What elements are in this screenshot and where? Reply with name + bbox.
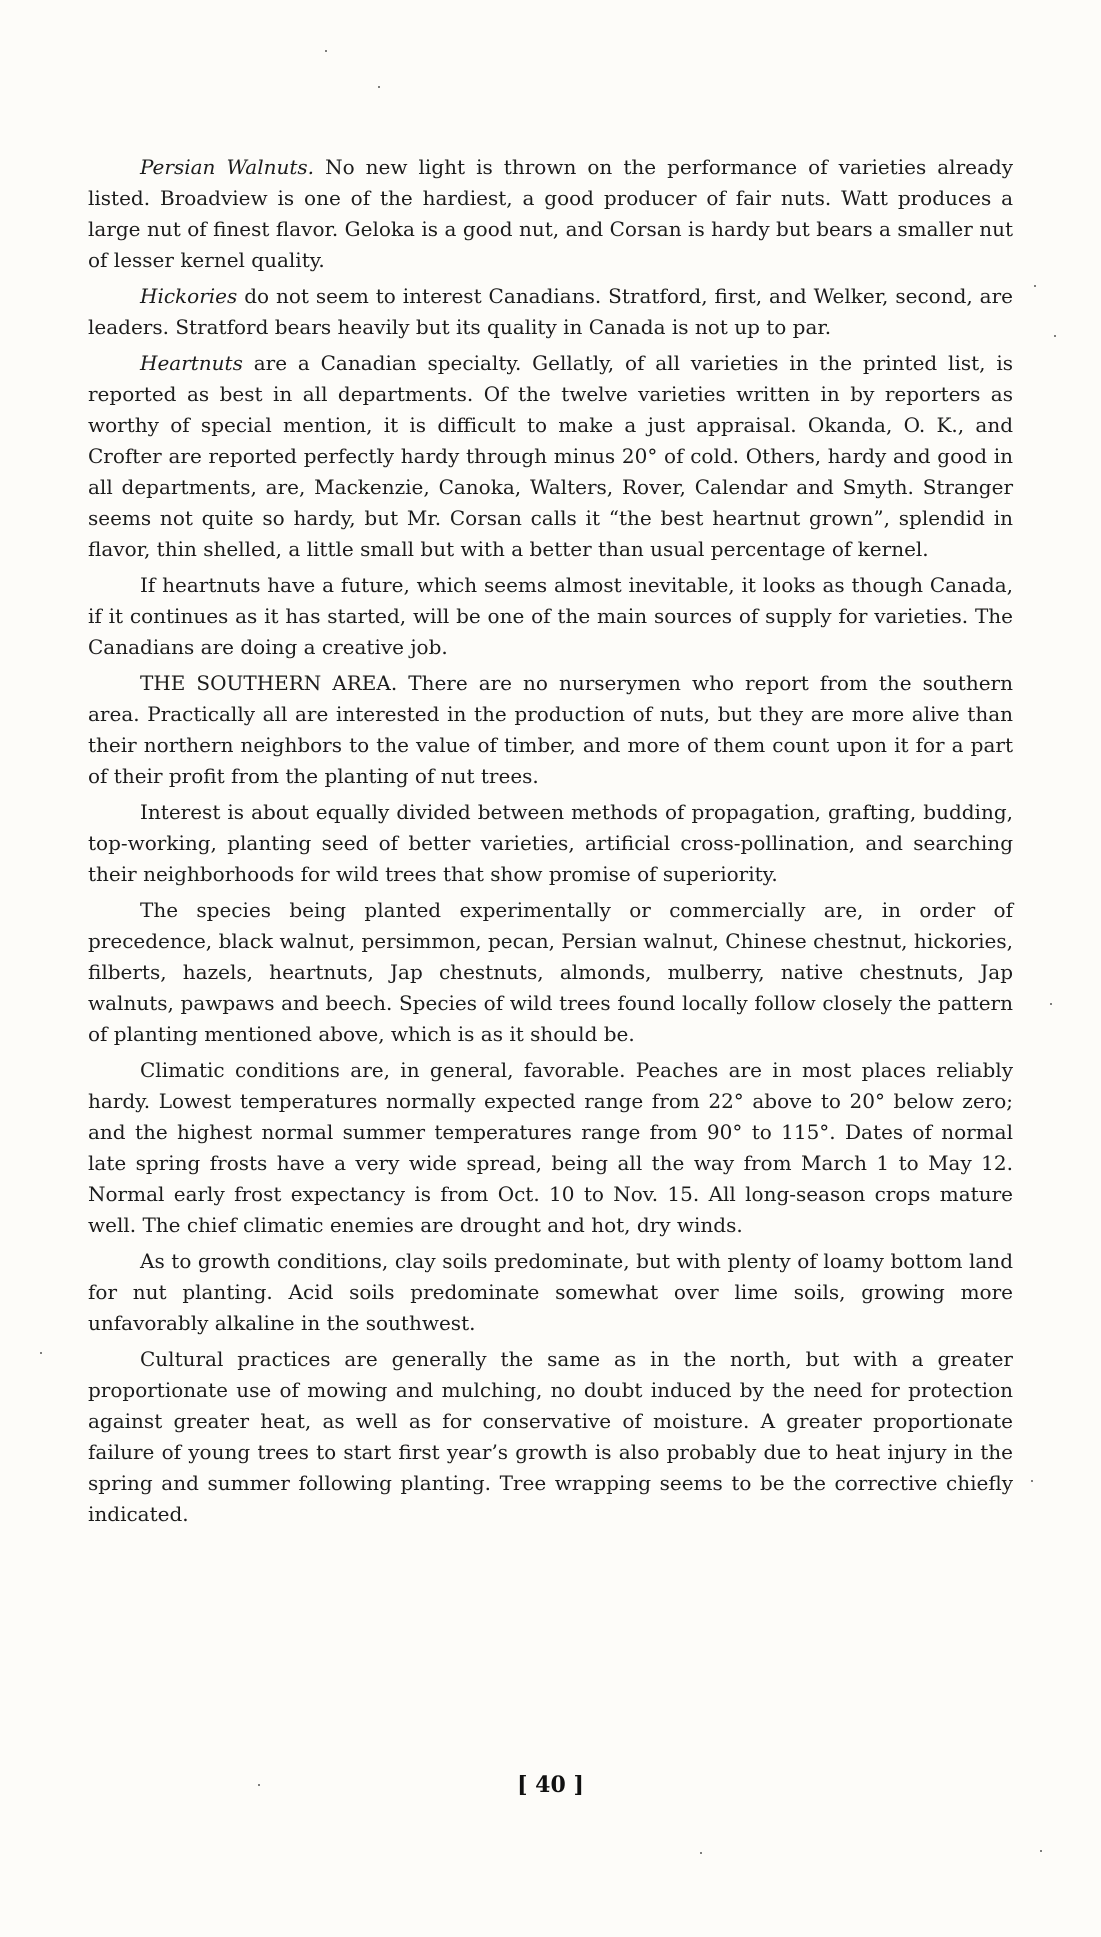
- paragraph-text: Cultural practices are generally the same as in the north, but with a greater proportionate use of mowing and mulching, no doubt induced by the need for protection against greater heat, as well as for conservative of moisture. A greater proportionate failure of young trees to start first year’s growth is also probably due to heat injury in the spring and summer following planting. Tree wrapping seems to be the corrective chiefly indicated.: [88, 1347, 1013, 1526]
- paragraph-heartnut-future: [88, 570, 1013, 663]
- scan-speck: [700, 1852, 702, 1854]
- paragraph-text: As to growth conditions, clay soils predominate, but with plenty of loamy bottom land for nut planting. Acid soils predominate somewhat over lime soils, growing more unfavorably alkaline in the southwest.: [88, 1249, 1013, 1335]
- scan-speck: [1034, 285, 1036, 287]
- paragraph-hickories: [88, 281, 1013, 343]
- paragraph-interest: [88, 797, 1013, 890]
- paragraph-text: THE SOUTHERN AREA. There are no nurserymen who report from the southern area. Practically all are interested in the production of nuts, but they are more alive than their northern neighbors to the value of timber, and more of them count upon it for a part of their profit from the planting of nut trees.: [88, 671, 1013, 788]
- paragraph-climatic: [88, 1055, 1013, 1241]
- scan-speck: [40, 1352, 42, 1354]
- paragraph-text: Interest is about equally divided between methods of propagation, grafting, budding, top-working, planting seed of better varieties, artificial cross-pollination, and searching their neighborhoods for wild trees that show promise of superiority.: [88, 800, 1013, 886]
- paragraph-growth: [88, 1246, 1013, 1339]
- paragraph-heartnuts: [88, 348, 1013, 565]
- paragraph-lead: Heartnuts: [140, 351, 243, 375]
- paragraph-text: do not seem to interest Canadians. Stratford, first, and Welker, second, are leaders. Stratford bears heavily but its quality in Canada is not up to par.: [88, 284, 1013, 339]
- paragraph-text: No new light is thrown on the performance of varieties already listed. Broadview is one of the hardiest, a good producer of fair nuts. Watt produces a large nut of finest flavor. Geloka is a good nut, and Corsan is hardy but bears a smaller nut of lesser kernel quality.: [88, 155, 1014, 272]
- paragraph-lead: Hickories: [140, 284, 238, 308]
- scan-speck: [258, 1784, 260, 1786]
- paragraph-species: [88, 895, 1013, 1050]
- paragraph-text: Climatic conditions are, in general, favorable. Peaches are in most places reliably hardy. Lowest temperatures normally expected range from 22° above to 20° below zero; and the highest normal summer temperatures range from 90° to 115°. Dates of normal late spring frosts have a very wide spread, being all the way from March 1 to May 12. Normal early frost expectancy is from Oct. 10 to Nov. 15. All long-season crops mature well. The chief climatic enemies are drought and hot, dry winds.: [88, 1058, 1013, 1237]
- page-body: [88, 152, 1013, 1535]
- scan-speck: [378, 86, 380, 88]
- paragraph-southern-area: [88, 668, 1013, 792]
- scan-speck: [1031, 1480, 1033, 1482]
- paragraph-text: are a Canadian specialty. Gellatly, of all varieties in the printed list, is reported as best in all departments. Of the twelve varieties written in by reporters as worthy of special mention, it is difficult to make a just appraisal. Okanda, O. K., and Crofter are reported perfectly hardy through minus 20° of cold. Others, hardy and good in all departments, are, Mackenzie, Canoka, Walters, Rover, Calendar and Smyth. Stranger seems not quite so hardy, but Mr. Corsan calls it “the best heartnut grown”, splendid in flavor, thin shelled, a little small but with a better than usual percentage of kernel.: [88, 351, 1013, 561]
- paragraph-text: If heartnuts have a future, which seems almost inevitable, it looks as though Canada, if it continues as it has started, will be one of the main sources of supply for varieties. The Canadians are doing a creative job.: [88, 573, 1013, 659]
- scan-speck: [1054, 335, 1056, 337]
- paragraph-cultural: [88, 1344, 1013, 1530]
- paragraph-persian-walnuts: [88, 152, 1013, 276]
- paragraph-text: The species being planted experimentally or commercially are, in order of precedence, black walnut, persimmon, pecan, Persian walnut, Chinese chestnut, hickories, filberts, hazels, heartnuts, Jap chestnuts, almonds, mulberry, native chestnuts, Jap walnuts, pawpaws and beech. Species of wild trees found locally follow closely the pattern of planting mentioned above, which is as it should be.: [88, 898, 1013, 1046]
- scan-speck: [325, 50, 327, 52]
- scan-speck: [1050, 1003, 1052, 1005]
- scan-speck: [1040, 1850, 1042, 1852]
- paragraph-lead: Persian Walnuts.: [140, 155, 315, 179]
- page-number: [ 40 ]: [517, 1772, 584, 1798]
